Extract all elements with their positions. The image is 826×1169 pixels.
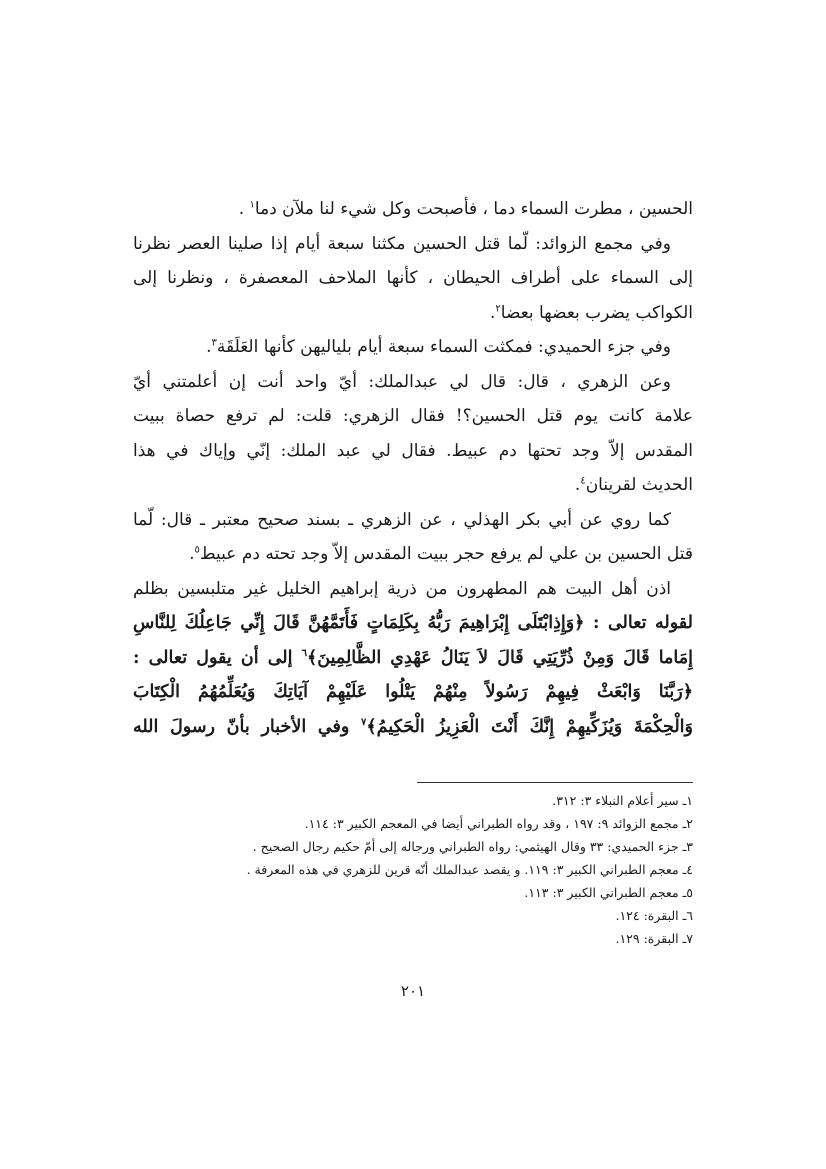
body-line-text: الحسين ، مطرت السماء دما ، فأصبحت وكل شيء لنا ملآن دما xyxy=(254,199,693,219)
body-line xyxy=(133,296,693,331)
body-line xyxy=(133,675,693,710)
body-line xyxy=(133,468,693,503)
body-line xyxy=(133,641,693,676)
footnote-marker: ٤ xyxy=(580,475,586,487)
body-line-text: وفي مجمع الزوائد: لّما قتل الحسين مكثنا سبعة أيام إذا صلينا العصر نظرنا xyxy=(133,233,671,254)
body-line-text: المقدس إلاّ وجد تحتها دم عبيط. فقال لي عبد الملك: إنّي وإياك في هذا xyxy=(133,440,693,461)
body-line-text: وَالْحِكْمَةَ وَيُزَكِّيهِمْ إِنَّكَ أَنْتَ الْعَزِيزُ الْحَكِيمُ﴾ xyxy=(366,716,693,737)
body-line xyxy=(133,572,693,607)
body-line-tail: . xyxy=(490,302,496,323)
body-line-text: قتل الحسين بن علي لم يرفع حجر ببيت المقدس إلاّ وجد تحته دم عبيط xyxy=(199,544,693,564)
page-number: ٢٠١ xyxy=(400,982,426,1000)
body-line xyxy=(133,503,693,538)
footnote: ١ـ سير أعلام النبلاء ٣: ٣١٢. xyxy=(552,793,693,808)
body-line xyxy=(133,710,693,745)
body-line xyxy=(133,261,693,296)
footnote: ٧ـ البقرة: ١٢٩. xyxy=(615,931,693,946)
body-text xyxy=(133,192,693,744)
body-line xyxy=(133,330,693,365)
footnotes xyxy=(133,789,693,950)
body-line xyxy=(133,434,693,469)
body-line-text: وفي جزء الحميدي: فمكثت السماء سبعة أيام بلياليهن كأنها العَلَقَة xyxy=(216,337,671,357)
body-line-text: إِمَاما قَالَ وَمِنْ ذُرِّيَتِي قَالَ لاَ يَنَالُ عَهْدِي الظَّالِمِينَ﴾ xyxy=(307,647,693,668)
body-line xyxy=(133,399,693,434)
footnote: ٢ـ مجمع الزوائد ٩: ١٩٧ ، وقد رواه الطبراني أيضا في المعجم الكبير ٣: ١١٤. xyxy=(304,816,693,831)
body-line-tail: وفي الأخبار بأنّ رسولَ الله xyxy=(133,716,362,737)
body-line-tail: . xyxy=(189,544,195,564)
body-line xyxy=(133,192,693,227)
footnote-marker: ٥ xyxy=(194,544,200,556)
body-line xyxy=(133,606,693,641)
body-line-text: لقوله تعالى : ﴿وَإِذِابْتَلَى إِبْرَاهِيمَ رَبُّهُ بِكَلِمَاتٍ فَأَتَمَّهُنَّ قَالَ إِنِّي جَاعِلُكَ لِلنَّاسِ xyxy=(133,613,693,633)
footnote-marker: ١ xyxy=(249,199,255,211)
body-line-tail: . xyxy=(238,199,250,219)
footnote-marker: ٧ xyxy=(361,716,367,728)
footnote: ٦ـ البقرة: ١٢٤. xyxy=(615,908,693,923)
footnote: ٣ـ جزء الحميدي: ٣٣ وقال الهيثمي: رواه الطبراني ورجاله إلى أمّ حكيم رجال الصحيح . xyxy=(252,839,693,854)
body-line-text: ﴿رَبَّنَا وَابْعَثْ فِيهِمْ رَسُولاً مِنْهُمْ يَتْلُوا عَلَيْهِمْ آيَاتِكَ وَيُعَلِّمُهُمُ الْكِتَابَ xyxy=(133,682,693,702)
body-line-text: كما روي عن أبي بكر الهذلي ، عن الزهري ـ بسند صحيح معتبر ـ قال: لّما xyxy=(133,509,671,530)
body-line-text: الحديث لقرينان xyxy=(585,475,693,495)
body-line-text: الكواكب يضرب بعضها بعضا xyxy=(500,302,693,323)
footnote-marker: ٦ xyxy=(301,647,307,659)
footnote-marker: ٢ xyxy=(495,302,501,314)
body-line-tail: إلى أن يقول تعالى : xyxy=(133,647,302,668)
body-line-tail: . xyxy=(574,475,581,495)
footnote: ٥ـ معجم الطبراني الكبير ٣: ١١٣. xyxy=(524,885,693,900)
body-line xyxy=(133,365,693,400)
footnote: ٤ـ معجم الطبراني الكبير ٣: ١١٩. و يقصد عبدالملك أنّه قرين للزهري في هذه المعرفة . xyxy=(246,862,693,877)
body-line-text: وعن الزهري ، قال: قال لي عبدالملك: أيّ واحد أنت إن أعلمتني أيّ xyxy=(133,371,671,392)
body-line-text: علامة كانت يوم قتل الحسين؟! فقال الزهري: قلت: لم ترفع حصاة ببيت xyxy=(133,406,693,426)
body-line-text: إلى السماء على أطراف الحيطان ، كأنها الملاحف المعصفرة ، ونظرنا إلى xyxy=(133,268,693,288)
body-line xyxy=(133,537,693,572)
footnote-separator xyxy=(417,782,693,783)
body-line-tail: . xyxy=(206,337,212,357)
body-line-text: اذن أهل البيت هم المطهرون من ذرية إبراهيم الخليل غير متلبسين بظلم xyxy=(133,578,671,599)
footnote-marker: ٣ xyxy=(211,337,217,349)
body-line xyxy=(133,227,693,262)
